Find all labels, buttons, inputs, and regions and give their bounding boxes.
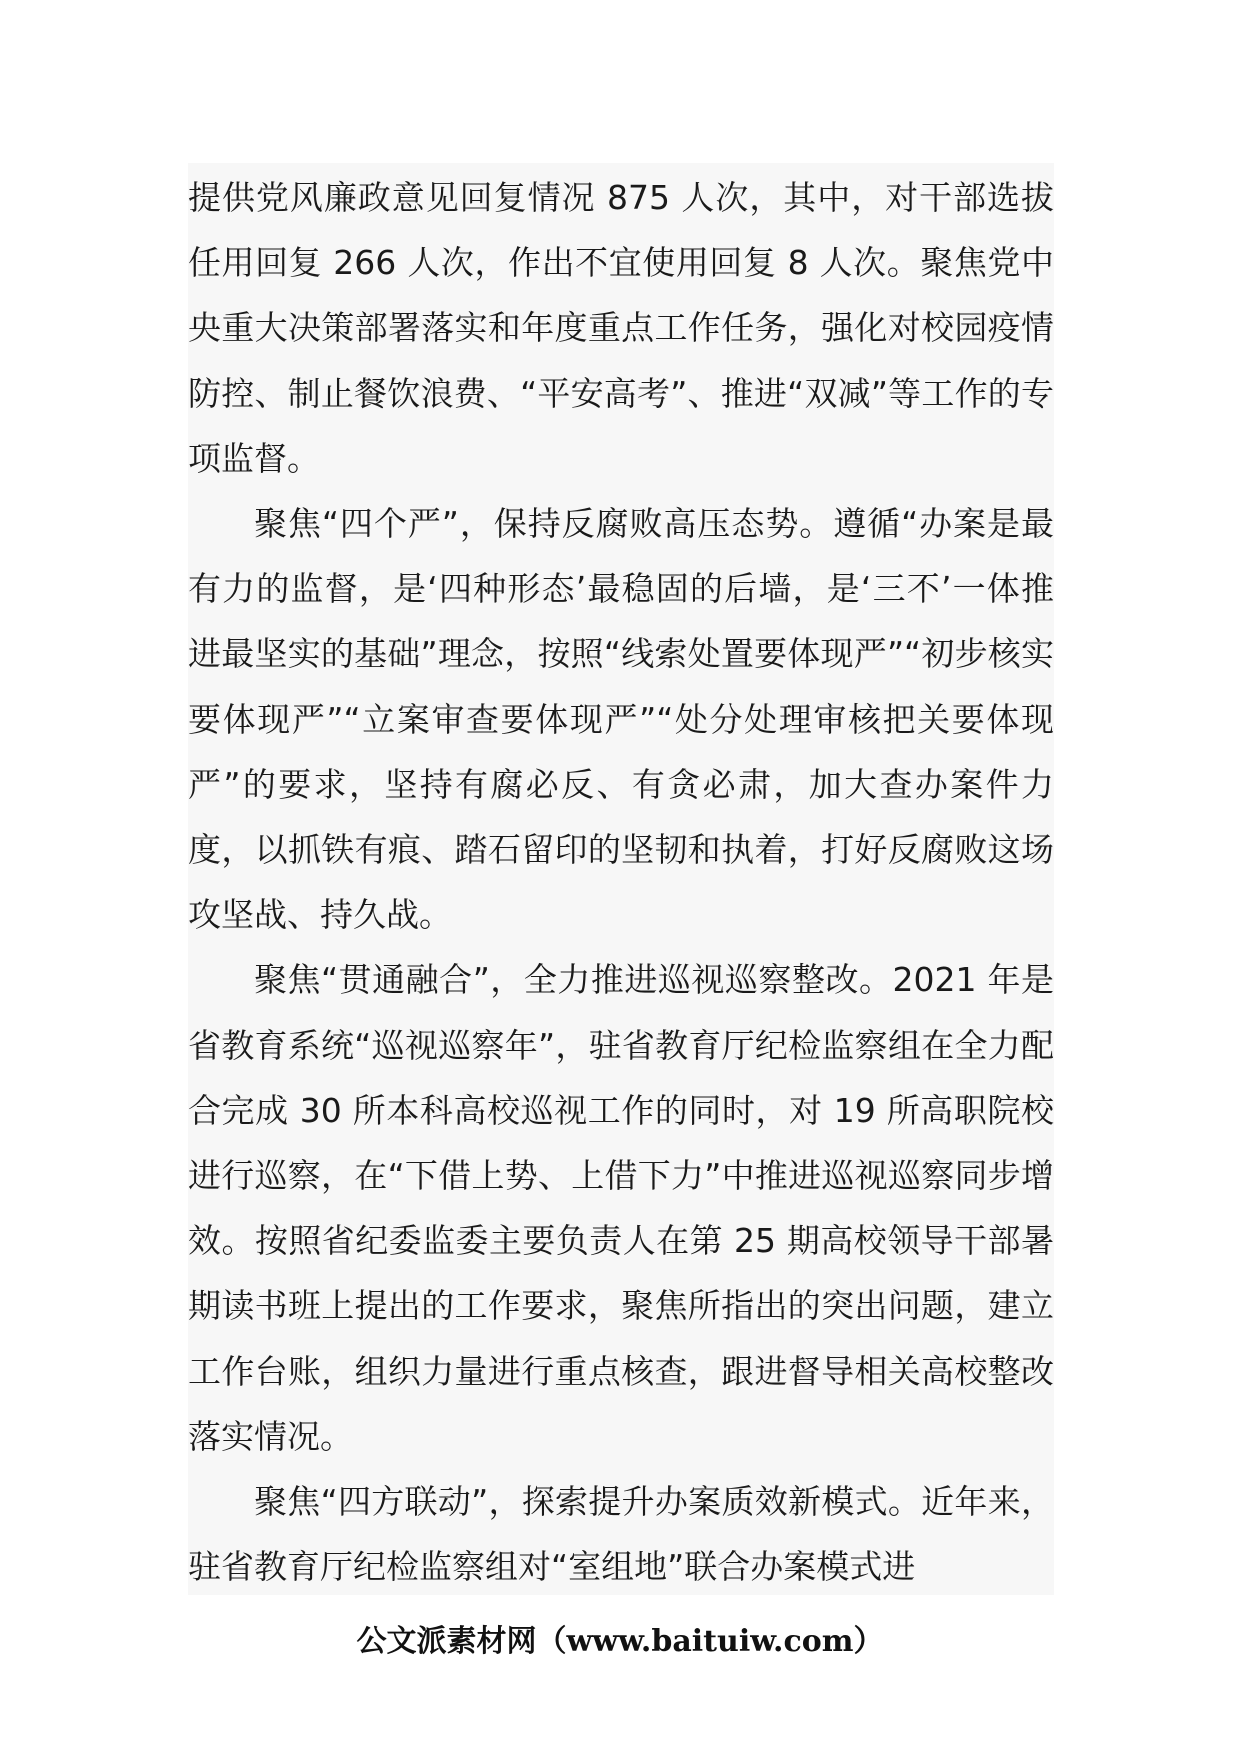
paragraph-1: 提供党风廉政意见回复情况 875 人次，其中，对干部选拔任用回复 266 人次，作出不宜使用回复 8 人次。聚焦党中央重大决策部署落实和年度重点工作任务，强化对校园疫情防控、制止餐饮浪费、“平安高考”、推进“双减”等工作的专项监督。 xyxy=(188,178,1054,478)
paragraph-4: 聚焦“四方联动”，探索提升办案质效新模式。近年来，驻省教育厅纪检监察组对“室组地”联合办案模式进 xyxy=(188,1482,1054,1587)
document-body xyxy=(188,165,1054,1599)
footer-watermark: 公文派素材网（www.baituiw.com） xyxy=(356,1624,884,1659)
paragraph-2: 聚焦“四个严”，保持反腐败高压态势。遵循“办案是最有力的监督，是‘四种形态’最稳固的后墙，是‘三不’一体推进最坚实的基础”理念，按照“线索处置要体现严”“初步核实要体现严”“立案审查要体现严”“处分处理审核把关要体现严”的要求，坚持有腐必反、有贪必肃，加大查办案件力度，以抓铁有痕、踏石留印的坚韧和执着，打好反腐败这场攻坚战、持久战。 xyxy=(188,504,1054,935)
paragraph-3: 聚焦“贯通融合”，全力推进巡视巡察整改。2021 年是省教育系统“巡视巡察年”，驻省教育厅纪检监察组在全力配合完成 30 所本科高校巡视工作的同时，对 19 所高职院校进行巡察，在“下借上势、上借下力”中推进巡视巡察同步增效。按照省纪委监委主要负责人在第 25 期高校领导干部暑期读书班上提出的工作要求，聚焦所指出的突出问题，建立工作台账，组织力量进行重点核查，跟进督导相关高校整改落实情况。 xyxy=(188,960,1054,1456)
